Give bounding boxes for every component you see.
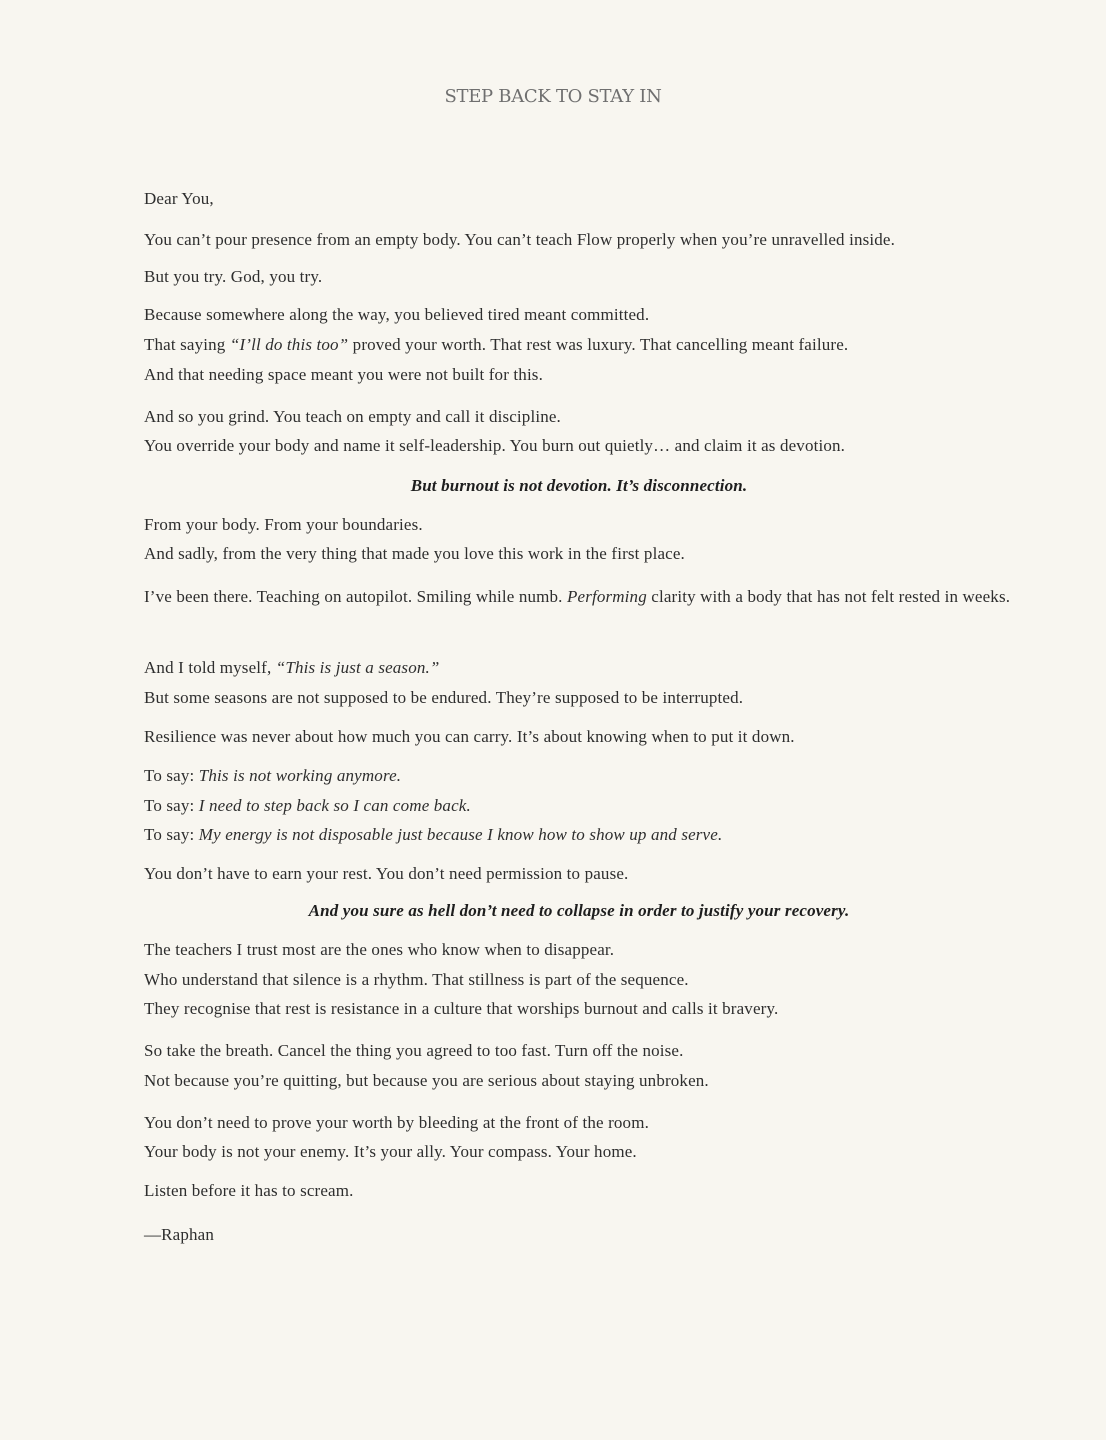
text-segment: clarity with a body that has not felt rested in weeks. xyxy=(646,587,1011,606)
paragraph-7-line-2: But some seasons are not supposed to be endured. They’re supposed to be interrupted. xyxy=(144,688,744,707)
italic-quote: “This is just a season.” xyxy=(275,658,440,677)
say-prefix: To say: xyxy=(144,796,199,815)
paragraph-9: You don’t have to earn your rest. You don’t need permission to pause. xyxy=(144,864,629,883)
to-say-line-3 xyxy=(144,824,722,846)
paragraph-11-line-1: So take the breath. Cancel the thing you agreed to too fast. Turn off the noise. xyxy=(144,1041,684,1060)
paragraph-4-line-1: And so you grind. You teach on empty and call it discipline. xyxy=(144,407,561,426)
paragraph-12-line-1: You don’t need to prove your worth by bleeding at the front of the room. xyxy=(144,1113,649,1132)
paragraph-11-line-2: Not because you’re quitting, but because you are serious about staying unbroken. xyxy=(144,1071,709,1090)
italic-word: Performing xyxy=(566,587,647,606)
say-italic: This is not working anymore. xyxy=(198,766,402,785)
signature: —Raphan xyxy=(144,1225,214,1244)
paragraph-3-line-2 xyxy=(144,334,848,356)
paragraph-10-line-3: They recognise that rest is resistance in a culture that worships burnout and calls it bravery. xyxy=(144,999,779,1018)
paragraph-2: But you try. God, you try. xyxy=(144,267,323,286)
text-segment: proved your worth. That rest was luxury. That cancelling meant failure. xyxy=(348,335,849,354)
emphasis-line-2: And you sure as hell don’t need to collapse in order to justify your recovery. xyxy=(308,901,850,920)
paragraph-5-line-1: From your body. From your boundaries. xyxy=(144,515,423,534)
say-italic: I need to step back so I can come back. xyxy=(198,796,471,815)
paragraph-7-line-1 xyxy=(144,657,440,679)
paragraph-10-line-2: Who understand that silence is a rhythm. That stillness is part of the sequence. xyxy=(144,970,689,989)
emphasis-line-1: But burnout is not devotion. It’s disconnection. xyxy=(410,476,748,495)
italic-quote: “I’ll do this too” xyxy=(229,335,349,354)
say-prefix: To say: xyxy=(144,766,199,785)
paragraph-6 xyxy=(144,582,1014,611)
paragraph-10-line-1: The teachers I trust most are the ones who know when to disappear. xyxy=(144,940,615,959)
say-prefix: To say: xyxy=(144,825,199,844)
paragraph-3-line-1: Because somewhere along the way, you believed tired meant committed. xyxy=(144,305,650,324)
paragraph-5-line-2: And sadly, from the very thing that made you love this work in the first place. xyxy=(144,544,685,563)
text-segment: I’ve been there. Teaching on autopilot. Smiling while numb. xyxy=(144,587,567,606)
paragraph-8: Resilience was never about how much you can carry. It’s about knowing when to put it down. xyxy=(144,727,795,746)
to-say-line-1 xyxy=(144,765,401,787)
page-title: STEP BACK TO STAY IN xyxy=(444,86,662,107)
say-italic: My energy is not disposable just because I know how to show up and serve. xyxy=(198,825,723,844)
to-say-line-2 xyxy=(144,795,471,817)
paragraph-13: Listen before it has to scream. xyxy=(144,1181,354,1200)
paragraph-1: You can’t pour presence from an empty body. You can’t teach Flow properly when you’re unravelled inside. xyxy=(144,230,895,249)
paragraph-4-line-2: You override your body and name it self-leadership. You burn out quietly… and claim it as devotion. xyxy=(144,436,846,455)
paragraph-3-line-3: And that needing space meant you were not built for this. xyxy=(144,365,543,384)
salutation: Dear You, xyxy=(144,189,214,208)
text-segment: And I told myself, xyxy=(144,658,276,677)
paragraph-12-line-2: Your body is not your enemy. It’s your ally. Your compass. Your home. xyxy=(144,1142,637,1161)
text-segment: That saying xyxy=(144,335,230,354)
